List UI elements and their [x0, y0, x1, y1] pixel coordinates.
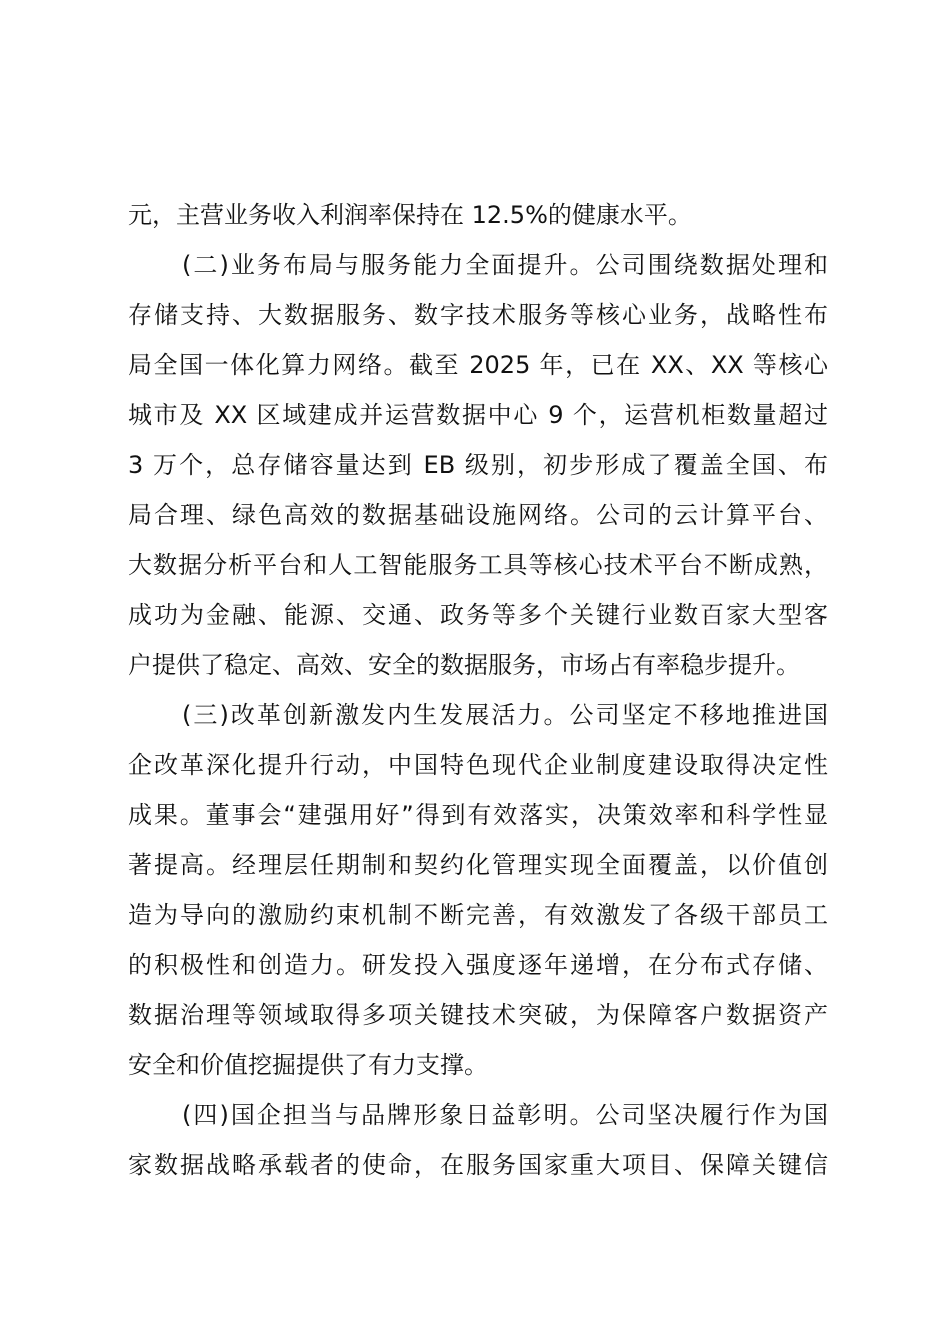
paragraph-2-line-2: 存储支持、大数据服务、数字技术服务等核心业务，战略性布 — [128, 301, 828, 329]
paragraph-2-line-8: 成功为金融、能源、交通、政务等多个关键行业数百家大型客 — [128, 601, 828, 629]
paragraph-4-line-2: 家数据战略承载者的使命，在服务国家重大项目、保障关键信 — [128, 1151, 828, 1179]
paragraph-3-line-2: 企改革深化提升行动，中国特色现代企业制度建设取得决定性 — [128, 751, 828, 779]
paragraph-2-line-9: 户提供了稳定、高效、安全的数据服务，市场占有率稳步提升。 — [128, 651, 800, 679]
paragraph-2-line-6: 局合理、绿色高效的数据基础设施网络。公司的云计算平台、 — [128, 501, 828, 529]
paragraph-3-line-3: 成果。董事会“建强用好”得到有效落实，决策效率和科学性显 — [128, 801, 828, 829]
paragraph-2-line-3: 局全国一体化算力网络。截至 2025 年，已在 XX、XX 等核心 — [128, 351, 828, 379]
paragraph-2-line-5: 3 万个，总存储容量达到 EB 级别，初步形成了覆盖全国、布 — [128, 451, 828, 479]
paragraph-3-line-8: 安全和价值挖掘提供了有力支撑。 — [128, 1051, 488, 1079]
paragraph-3-line-5: 造为导向的激励约束机制不断完善，有效激发了各级干部员工 — [128, 901, 828, 929]
paragraph-3-line-4: 著提高。经理层任期制和契约化管理实现全面覆盖，以价值创 — [128, 851, 828, 879]
paragraph-3-line-1: (三)改革创新激发内生发展活力。公司坚定不移地推进国 — [182, 701, 828, 729]
paragraph-1-line-1: 元，主营业务收入利润率保持在 12.5%的健康水平。 — [128, 201, 692, 229]
paragraph-3-line-6: 的积极性和创造力。研发投入强度逐年递增，在分布式存储、 — [128, 951, 828, 979]
paragraph-2-line-1: (二)业务布局与服务能力全面提升。公司围绕数据处理和 — [182, 251, 828, 279]
paragraph-4-line-1: (四)国企担当与品牌形象日益彰明。公司坚决履行作为国 — [182, 1101, 828, 1129]
paragraph-2-line-4: 城市及 XX 区域建成并运营数据中心 9 个，运营机柜数量超过 — [128, 401, 828, 429]
paragraph-3-line-7: 数据治理等领域取得多项关键技术突破，为保障客户数据资产 — [128, 1001, 828, 1029]
paragraph-2-line-7: 大数据分析平台和人工智能服务工具等核心技术平台不断成熟， — [128, 551, 828, 579]
document-body — [128, 190, 828, 1190]
